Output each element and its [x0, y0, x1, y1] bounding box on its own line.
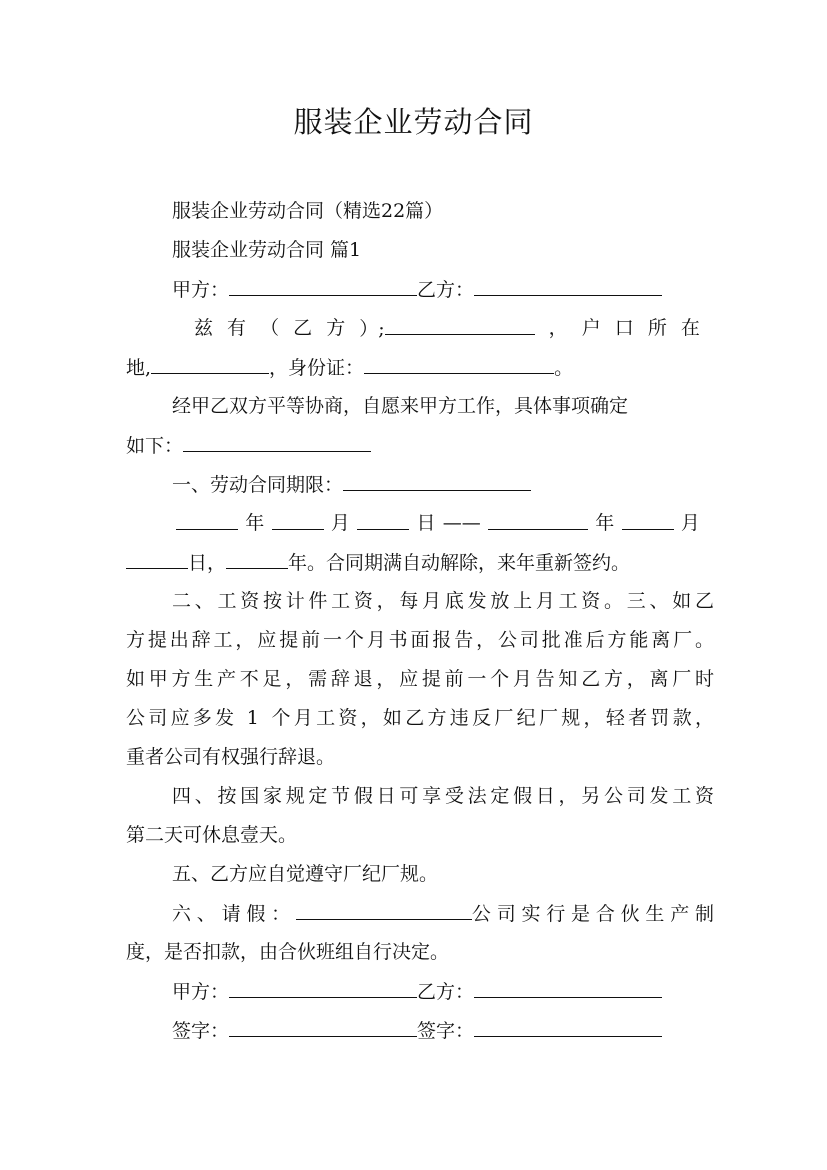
party-b-label: 乙方： [417, 279, 475, 301]
day-label: 日 [416, 512, 436, 534]
hereby-char: （ [260, 317, 280, 339]
party-b-label: 乙方： [417, 981, 475, 1003]
hereby-char: 方 [326, 317, 346, 339]
item-2-line-2 [126, 628, 717, 652]
item-2-line-1 [172, 589, 718, 613]
party-a-label: 甲方： [172, 981, 230, 1003]
item-2-text: 方提出辞工，应提前一个月书面报告，公司批准后方能离厂。 [126, 629, 717, 651]
agreement-blank [183, 433, 371, 452]
sign-a-blank [229, 1018, 417, 1037]
item-2-line-3 [126, 667, 718, 691]
section-title: 服装企业劳动合同 篇1 [172, 239, 362, 261]
hereby-char: 乙 [293, 317, 313, 339]
household-char: 口 [614, 317, 634, 339]
end-day-blank [126, 550, 188, 569]
id-label: ，身份证： [269, 357, 365, 379]
sign-a-label: 签字： [172, 1020, 230, 1042]
party-sign-line [172, 979, 662, 1004]
start-day-blank [357, 511, 409, 530]
sign-b-blank [474, 1018, 662, 1037]
household-char: 在 [680, 317, 700, 339]
party-b-blank [474, 277, 662, 296]
party-a-blank [229, 277, 417, 296]
item-6-line-2: 度，是否扣款，由合伙班组自行决定。 [126, 941, 450, 963]
dash: —— [442, 512, 481, 534]
party-a-blank [229, 979, 417, 998]
hereby-char: 有 [227, 317, 247, 339]
date-range-line [176, 511, 700, 535]
hereby-line [194, 316, 700, 341]
subtitle: 服装企业劳动合同（精选22篇） [172, 200, 444, 222]
item-2-text: 二、工资按计件工资，每月底发放上月工资。三、如乙 [172, 590, 718, 612]
renew-year-blank [226, 550, 288, 569]
item-4-line-2: 第二天可休息壹天。 [126, 824, 298, 846]
item-1-label: 一、劳动合同期限： [172, 474, 344, 496]
month-label: 月 [330, 512, 350, 534]
item-2-line-4 [126, 706, 718, 730]
agreement-label: 如下： [126, 435, 184, 457]
start-month-blank [272, 511, 324, 530]
item-6-line-1 [172, 901, 720, 926]
expiry-line [126, 550, 630, 575]
item-4-text: 四、按国家规定节假日可享受法定假日，另公司发工资 [172, 785, 718, 807]
item-4-line-1 [172, 784, 718, 808]
item-5-line: 五、乙方应自觉遵守厂纪厂规。 [172, 863, 439, 885]
household-char: 所 [647, 317, 667, 339]
address-blank [151, 355, 269, 374]
end-year-blank [488, 511, 588, 530]
party-b-name-blank [385, 316, 535, 335]
term-blank [343, 472, 531, 491]
agreement-line-2 [126, 433, 371, 458]
agreement-line-1: 经甲乙双方平等协商，自愿来甲方工作，具体事项确定 [172, 395, 629, 417]
period: 。 [554, 357, 574, 379]
expiry-text: 年。合同期满自动解除，来年重新签约。 [288, 552, 631, 574]
item-1-line [172, 472, 531, 497]
comma: ， [548, 317, 568, 339]
end-month-blank [622, 511, 674, 530]
item-2-text: 如甲方生产不足，需辞退，应提前一个月告知乙方，离厂时 [126, 668, 718, 690]
month-label: 月 [680, 512, 700, 534]
party-b-blank [474, 979, 662, 998]
party-line [172, 277, 662, 302]
land-label: 地, [126, 357, 152, 379]
year-label: 年 [245, 512, 265, 534]
year-label: 年 [595, 512, 615, 534]
start-year-blank [176, 511, 238, 530]
hereby-char: ）; [359, 318, 385, 340]
leave-blank [296, 901, 472, 920]
document-title: 服装企业劳动合同 [293, 105, 534, 139]
party-a-label: 甲方： [172, 279, 230, 301]
id-blank [364, 355, 554, 374]
item-2-text: 公司应多发 1 个月工资，如乙方违反厂纪厂规，轻者罚款， [126, 707, 718, 729]
hereby-char: 兹 [194, 317, 214, 339]
item-6-text: 公司实行是合伙生产制 [471, 903, 720, 925]
household-char: 户 [581, 317, 601, 339]
address-line [126, 355, 573, 380]
signature-line [172, 1018, 662, 1043]
item-2-line-5: 重者公司有权强行辞退。 [126, 746, 336, 768]
item-6-label: 六、请假： [172, 903, 296, 925]
day-comma: 日， [188, 552, 227, 574]
sign-b-label: 签字： [417, 1020, 475, 1042]
